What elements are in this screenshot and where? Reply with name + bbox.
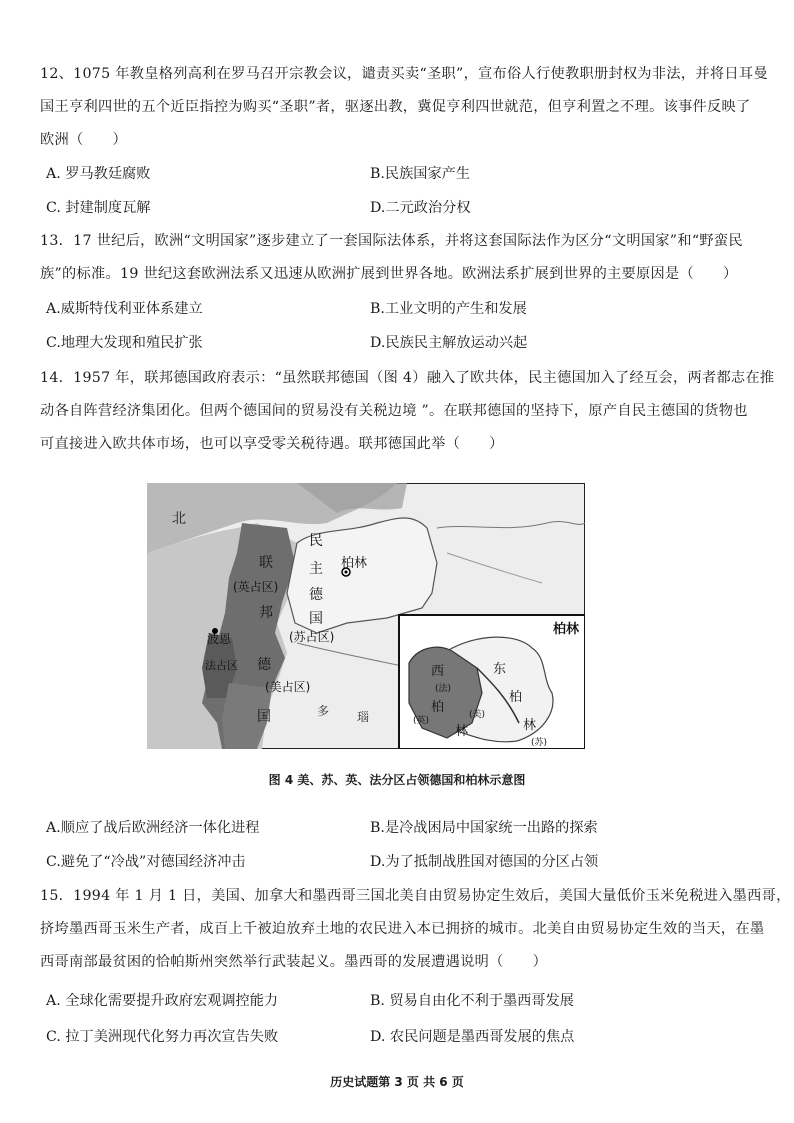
label-north: 北	[172, 511, 186, 527]
label-mei-zone: (美占区)	[265, 680, 311, 694]
inset-west: 西	[431, 664, 445, 679]
label-bang: 邦	[259, 605, 273, 621]
option-d: D.民族民主解放运动兴起	[370, 335, 528, 351]
inset-fa: (法)	[435, 684, 452, 694]
inset-east-bai: 柏	[509, 690, 523, 705]
page-footer: 历史试题第 3 页 共 6 页	[330, 1075, 464, 1089]
germany-occupation-map	[147, 483, 585, 749]
inset-bai: 柏	[431, 700, 445, 715]
option-c: C. 封建制度瓦解	[46, 200, 151, 216]
stem-line: 欧洲（ ）	[40, 132, 127, 148]
option-d: D. 农民问题是墨西哥发展的焦点	[370, 1029, 575, 1045]
label-de-west: 德	[257, 657, 271, 673]
option-d: D.二元政治分权	[370, 200, 471, 216]
inset-east: 东	[493, 662, 507, 677]
stem-line: 可直接进入欧共体市场，也可以享受零关税待遇。联邦德国此举（ ）	[40, 436, 504, 452]
label-ying-zone: (英占区)	[233, 580, 279, 594]
inset-ying: (英)	[413, 716, 430, 726]
stem-line: 国王亨利四世的五个近臣指控为购买“圣职”者，驱逐出教，冀促亨利四世就范，但亨利置之不理。该事件反映了	[40, 99, 751, 115]
option-b: B.工业文明的产生和发展	[370, 301, 527, 317]
label-nao: 瑙	[357, 710, 370, 724]
option-a: A. 全球化需要提升政府宏观调控能力	[46, 993, 279, 1009]
question-12-stem	[40, 58, 768, 157]
stem-line: 12、1075 年教皇格列高利在罗马召开宗教会议，谴责买卖“圣职”，宣布俗人行使教职册封权为非法，并将日耳曼	[40, 66, 768, 82]
label-zhu: 主	[309, 561, 323, 577]
label-su-zone: (苏占区)	[289, 630, 335, 644]
option-b: B.民族国家产生	[370, 166, 471, 182]
option-d: D.为了抵制战胜国对德国的分区占领	[370, 854, 599, 870]
inset-title: 柏林	[553, 622, 580, 637]
stem-line: 挤垮墨西哥玉米生产者，成百上千被迫放弃土地的农民进入本已拥挤的城市。北美自由贸易协定生效的当天，在墨	[40, 921, 765, 937]
label-guo-east: 国	[309, 611, 323, 627]
inset-mei: (美)	[469, 710, 486, 720]
label-berlin: 柏林	[341, 556, 368, 571]
question-15-stem	[40, 880, 791, 979]
label-duo: 多	[317, 704, 330, 718]
option-c: C.地理大发现和殖民扩张	[46, 335, 203, 351]
option-a: A. 罗马教廷腐败	[46, 166, 151, 182]
stem-line: 西哥南部最贫困的恰帕斯州突然举行武装起义。墨西哥的发展遭遇说明（ ）	[40, 954, 548, 970]
option-b: B. 贸易自由化不利于墨西哥发展	[370, 993, 574, 1009]
stem-line: 15．1994 年 1 月 1 日，美国、加拿大和墨西哥三国北美自由贸易协定生效后，美国大量低价玉米免税进入墨西哥，	[40, 888, 791, 904]
stem-line: 动各自阵营经济集团化。但两个德国间的贸易没有关税边境 ”。在联邦德国的坚持下，原产自民主德国的货物也	[40, 403, 748, 419]
inset-su: (苏)	[531, 738, 548, 748]
stem-line: 13．17 世纪后，欧洲“文明国家”逐步建立了一套国际法体系，并将这套国际法作为区分“文明国家”和“野蛮民	[40, 233, 743, 249]
label-min: 民	[309, 533, 323, 549]
label-bonn: 波恩	[207, 632, 232, 646]
inset-lin: 林	[455, 724, 469, 739]
option-a: A.顺应了战后欧洲经济一体化进程	[46, 820, 260, 836]
option-c: C.避免了“冷战”对德国经济冲击	[46, 854, 246, 870]
stem-line: 14．1957 年，联邦德国政府表示：“虽然联邦德国（图 4）融入了欧共体，民主德国加入了经互会，两者都志在推	[40, 370, 775, 386]
question-13-stem	[40, 225, 765, 291]
label-lian: 联	[259, 555, 273, 571]
option-c: C. 拉丁美洲现代化努力再次宣告失败	[46, 1029, 279, 1045]
option-b: B.是冷战困局中国家统一出路的探索	[370, 820, 598, 836]
stem-line: 族”的标准。19 世纪这套欧洲法系又迅速从欧洲扩展到世界各地。欧洲法系扩展到世界的主要原因是（ ）	[40, 266, 738, 282]
option-a: A.威斯特伐利亚体系建立	[46, 301, 203, 317]
label-guo-west: 国	[257, 709, 271, 725]
label-de-east: 德	[309, 587, 323, 603]
inset-east-lin: 林	[523, 718, 537, 733]
label-fa-zone: 法占区	[205, 659, 238, 672]
figure-caption: 图 4 美、苏、英、法分区占领德国和柏林示意图	[268, 773, 526, 787]
question-14-stem	[40, 362, 775, 461]
